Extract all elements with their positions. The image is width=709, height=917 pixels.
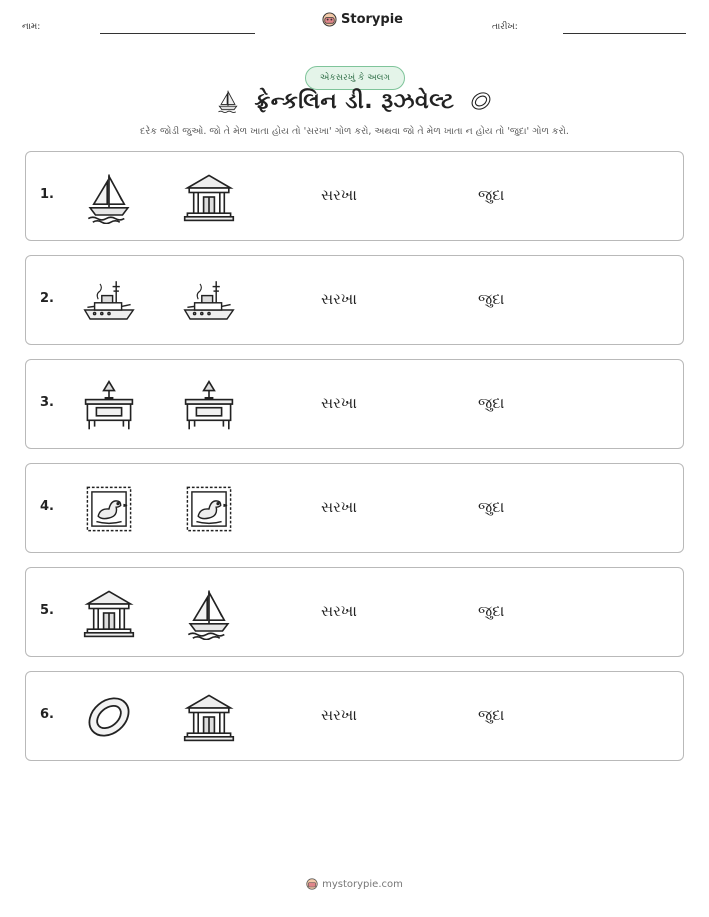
worksheet-header [0,0,709,50]
same-option[interactable]: સરખા [321,186,357,204]
exercise-row [25,255,684,345]
storypie-mascot-icon [322,12,337,27]
exercise-row [25,671,684,761]
date-label: તારીખ: [492,22,518,32]
warship-icon [182,274,236,328]
stamp-icon [182,482,236,536]
sailboat-icon [215,88,241,114]
brand-logo [322,12,403,27]
desk-icon [82,378,136,432]
different-option[interactable]: જુદા [478,602,505,620]
different-option[interactable]: જુદા [478,290,505,308]
row-number: 1. [40,187,54,202]
name-line[interactable] [100,33,255,34]
sailboat-icon [182,586,236,640]
activity-badge: એકસરખું કે અલગ [305,66,405,90]
ring-icon [468,88,494,114]
ring-icon [82,690,136,744]
exercise-row [25,567,684,657]
different-option[interactable]: જુદા [478,186,505,204]
row-number: 5. [40,603,54,618]
brand-name: Storypie [341,12,403,27]
instructions: દરેક જોડી જુઓ. જો તે મેળ ખાતા હોય તો 'સરખા' ગોળ કરો, અથવા જો તે મેળ ખાતા ન હોય તો 'જુદા' ગોળ કરો. [140,126,569,137]
row-number: 6. [40,707,54,722]
same-option[interactable]: સરખા [321,290,357,308]
exercise-row [25,359,684,449]
building-icon [82,586,136,640]
same-option[interactable]: સરખા [321,602,357,620]
desk-icon [182,378,236,432]
page-title: ફ્રેન્કલિન ડી. રૂઝવેલ્ટ [254,88,455,114]
building-icon [182,170,236,224]
different-option[interactable]: જુદા [478,394,505,412]
footer-url[interactable]: mystorypie.com [322,878,403,890]
stamp-icon [82,482,136,536]
same-option[interactable]: સરખા [321,498,357,516]
sailboat-icon [82,170,136,224]
storypie-mascot-icon [306,878,318,890]
date-line[interactable] [563,33,686,34]
same-option[interactable]: સરખા [321,706,357,724]
exercise-row [25,151,684,241]
different-option[interactable]: જુદા [478,498,505,516]
name-label: નામ: [22,22,41,32]
warship-icon [82,274,136,328]
title-row [0,88,709,114]
footer [0,878,709,890]
building-icon [182,690,236,744]
different-option[interactable]: જુદા [478,706,505,724]
row-number: 2. [40,291,54,306]
exercise-row [25,463,684,553]
row-number: 4. [40,499,54,514]
row-number: 3. [40,395,54,410]
same-option[interactable]: સરખા [321,394,357,412]
